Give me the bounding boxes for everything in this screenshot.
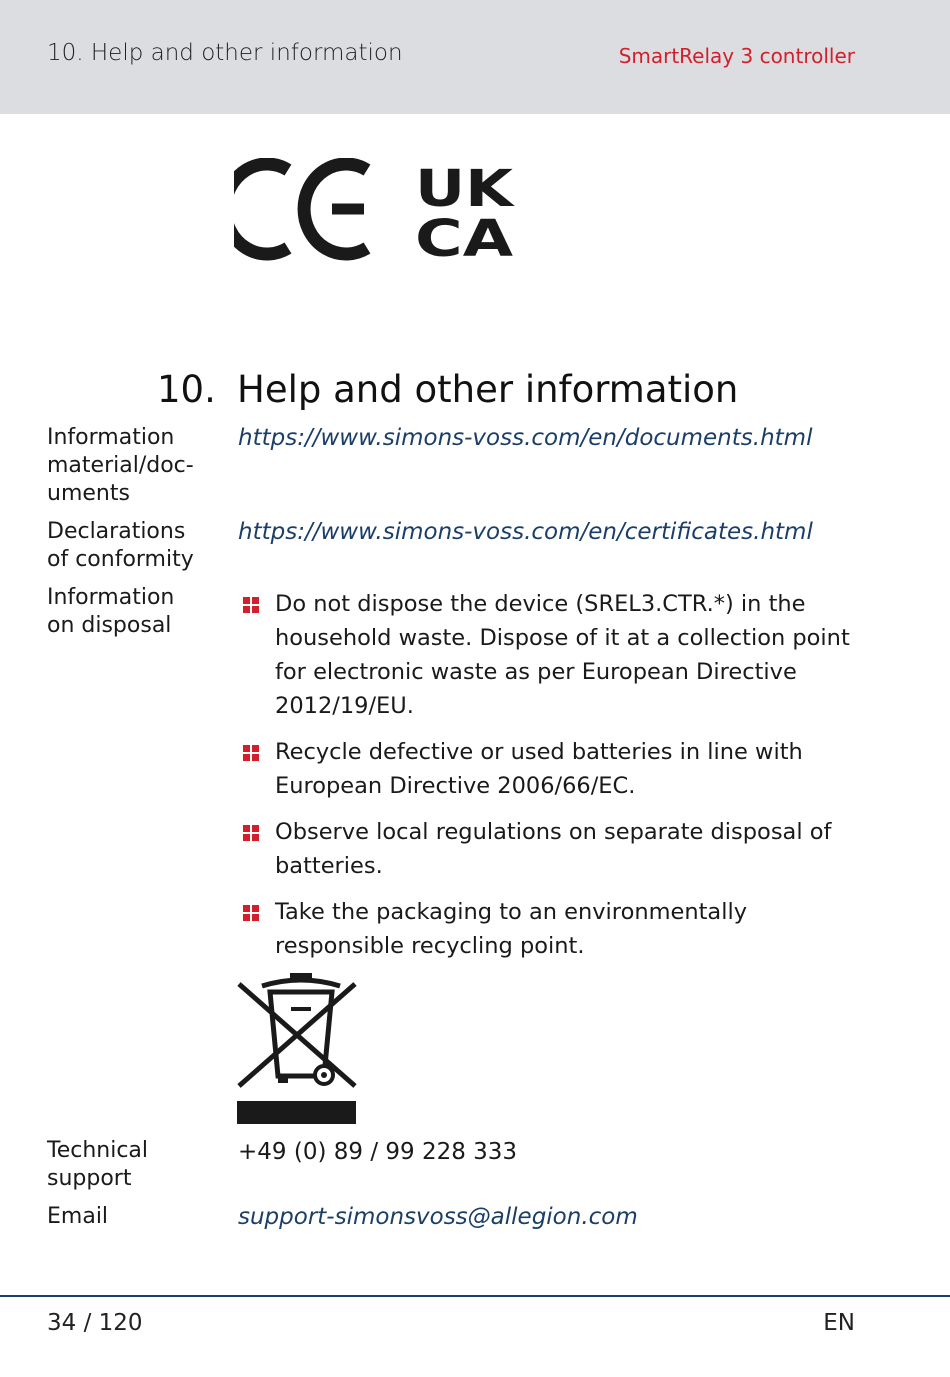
bullet-item <box>238 735 878 803</box>
ce-mark-icon <box>234 164 367 254</box>
page-number: 34 / 120 <box>47 1310 143 1336</box>
bullet-text: Take the packaging to an environmentally responsible recycling point. <box>275 899 748 959</box>
ukca-mark-icon <box>415 160 516 262</box>
disposal-label-line: on disposal <box>47 613 172 638</box>
support-email-link[interactable]: support-simonsvoss@allegion.com <box>238 1204 638 1230</box>
bullet-text: Do not dispose the device (SREL3.CTR.*) in the household waste. Dispose of it at a collection point for electronic waste as per European Directive 2012/19/EU. <box>275 591 850 719</box>
documents-label-line: material/doc- <box>47 453 194 478</box>
red-square-bullet-icon <box>243 905 259 921</box>
red-square-bullet-icon <box>243 745 259 761</box>
conformity-label <box>47 518 212 574</box>
disposal-label <box>47 584 212 640</box>
disposal-bullet-list <box>238 587 878 975</box>
documents-label-line: uments <box>47 481 130 506</box>
email-label-line: Email <box>47 1204 109 1229</box>
documents-link[interactable]: https://www.simons-voss.com/en/documents.html <box>238 425 813 451</box>
footer-divider <box>0 1295 950 1297</box>
header-product-name: SmartRelay 3 controller <box>618 44 855 68</box>
bullet-text: Observe local regulations on separate disposal of batteries. <box>275 819 832 879</box>
conformity-label-line: Declarations <box>47 519 186 544</box>
chapter-number: 10. <box>157 368 216 411</box>
ce-ukca-marks <box>234 158 519 262</box>
language-code: EN <box>823 1310 855 1336</box>
bullet-item <box>238 815 878 883</box>
bullet-item <box>238 895 878 963</box>
support-phone[interactable]: +49 (0) 89 / 99 228 333 <box>238 1139 518 1165</box>
certification-marks <box>234 158 519 266</box>
ukca-top-text: UK <box>415 160 516 219</box>
ukca-bottom-text: CA <box>415 210 514 262</box>
support-label-line: support <box>47 1166 132 1191</box>
disposal-label-line: Information <box>47 585 175 610</box>
header-section-title: 10. Help and other information <box>47 40 403 66</box>
certificates-link[interactable]: https://www.simons-voss.com/en/certificates.html <box>238 519 813 545</box>
documents-label <box>47 424 212 508</box>
red-square-bullet-icon <box>243 597 259 613</box>
bullet-text: Recycle defective or used batteries in line with European Directive 2006/66/EC. <box>275 739 803 799</box>
email-label <box>47 1203 212 1231</box>
support-label-line: Technical <box>47 1138 149 1163</box>
bullet-item <box>238 587 878 723</box>
support-label <box>47 1137 212 1193</box>
conformity-label-line: of conformity <box>47 547 194 572</box>
crossed-out-bin-icon <box>236 972 358 1126</box>
chapter-title: Help and other information <box>237 368 739 411</box>
weee-symbol <box>236 972 358 1130</box>
red-square-bullet-icon <box>243 825 259 841</box>
page-header <box>0 0 950 114</box>
documents-label-line: Information <box>47 425 175 450</box>
